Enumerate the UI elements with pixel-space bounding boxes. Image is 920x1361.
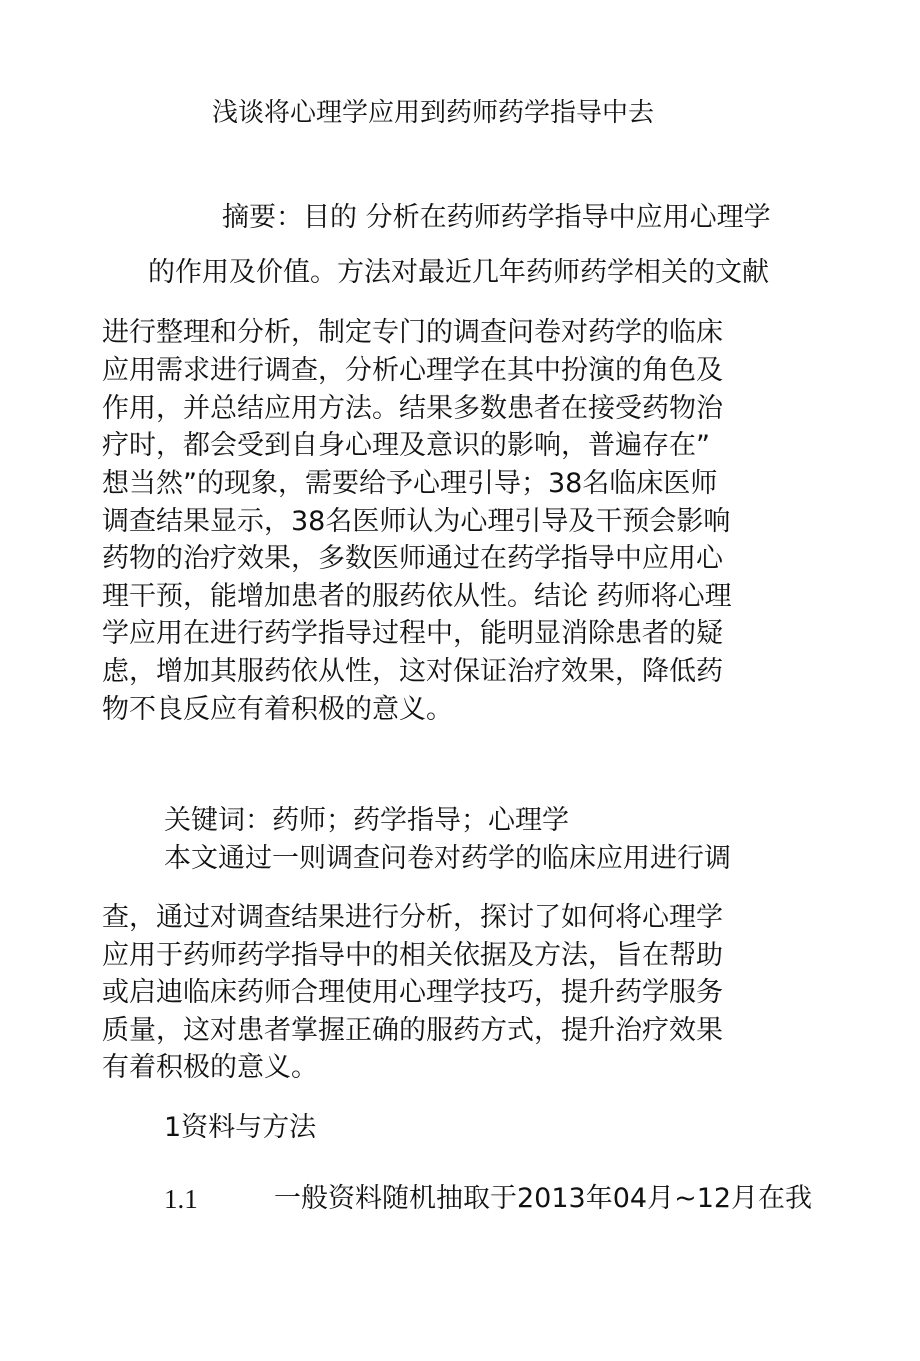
abstract-line: 作用，并总结应用方法。结果多数患者在接受药物治 (102, 393, 723, 424)
keywords: 关键词：药师；药学指导；心理学 (164, 805, 569, 836)
abstract-line: 物不良反应有着积极的意义。 (102, 694, 453, 725)
abstract-line: 疗时，都会受到自身心理及意识的影响，普遍存在” (102, 430, 710, 461)
abstract-line: 的作用及价值。方法对最近几年药师药学相关的文献 (148, 257, 769, 288)
abstract-line: 进行整理和分析，制定专门的调查问卷对药学的临床 (102, 317, 723, 348)
section-heading: 1资料与方法 (164, 1112, 317, 1143)
abstract-line: 应用需求进行调查，分析心理学在其中扮演的角色及 (102, 355, 723, 386)
intro-line: 或启迪临床药师合理使用心理学技巧，提升药学服务 (102, 977, 723, 1008)
abstract-line: 理干预，能增加患者的服药依从性。结论 药师将心理 (102, 581, 732, 612)
intro-line: 质量，这对患者掌握正确的服药方式，提升治疗效果 (102, 1015, 723, 1046)
abstract-line: 虑，增加其服药依从性，这对保证治疗效果，降低药 (102, 656, 723, 687)
intro-line: 有着积极的意义。 (102, 1052, 318, 1083)
intro-line: 查，通过对调查结果进行分析，探讨了如何将心理学 (102, 902, 723, 933)
abstract-line: 想当然”的现象，需要给予心理引导；38名临床医师 (102, 468, 718, 499)
document-title: 浅谈将心理学应用到药师药学指导中去 (212, 98, 655, 128)
subsection-number: 1.1 (164, 1184, 198, 1214)
abstract-line: 药物的治疗效果，多数医师通过在药学指导中应用心 (102, 543, 723, 574)
abstract-line: 调查结果显示，38名医师认为心理引导及干预会影响 (102, 506, 731, 537)
subsection-text: 一般资料随机抽取于2013年04月~12月在我 (274, 1183, 813, 1214)
abstract-line: 摘要：目的 分析在药师药学指导中应用心理学 (222, 202, 771, 233)
intro-line: 应用于药师药学指导中的相关依据及方法，旨在帮助 (102, 940, 723, 971)
intro-line: 本文通过一则调查问卷对药学的临床应用进行调 (164, 843, 731, 874)
abstract-line: 学应用在进行药学指导过程中，能明显消除患者的疑 (102, 618, 723, 649)
